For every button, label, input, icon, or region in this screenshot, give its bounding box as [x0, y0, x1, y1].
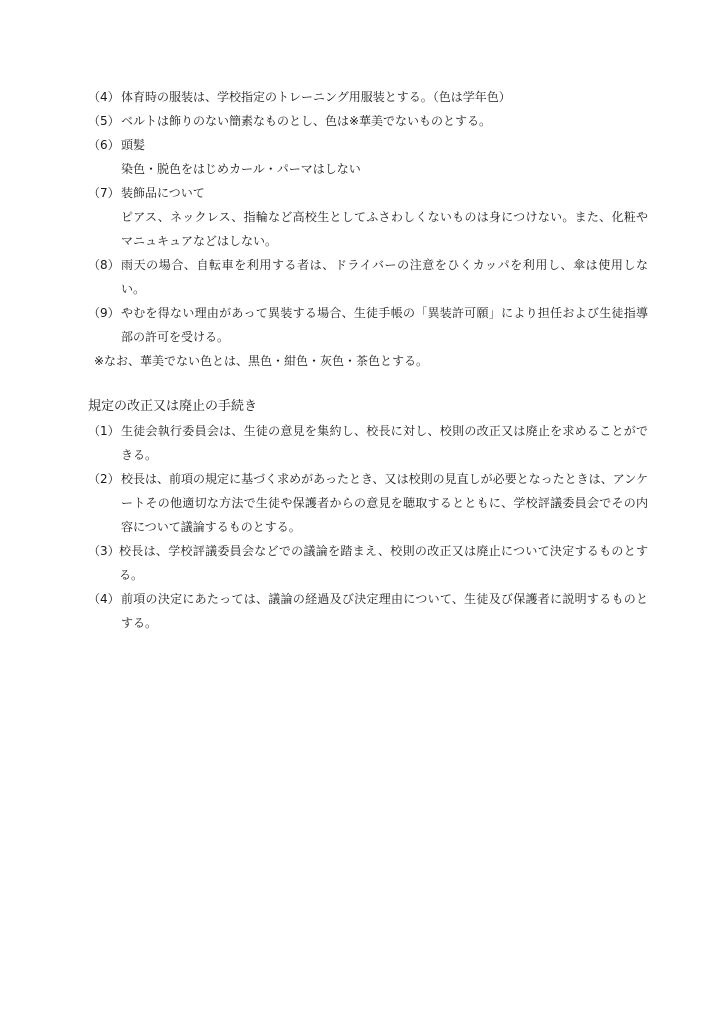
item-text: 校長は、前項の規定に基づく求めがあったとき、又は校則の見直しが必要となったときは、アンケートその他適切な方法で生徒や保護者からの意見を聴取するとともに、学校評議委員会でその内容について議論するものとする。	[121, 472, 648, 534]
item-text: 体育時の服装は、学校指定のトレーニング用服装とする。（色は学年色）	[121, 90, 511, 104]
rule-item-6-detail: 染色・脱色をはじめカール・パーマはしない	[121, 162, 361, 176]
item-number: （2）	[88, 472, 120, 486]
item-text: 校長は、学校評議委員会などでの議論を踏まえ、校則の改正又は廃止について決定するものとする。	[119, 544, 648, 582]
item-text: ベルトは飾りのない簡素なものとし、色は※華美でないものとする。	[121, 114, 492, 128]
revision-item-4	[88, 587, 648, 635]
item-number: （8）	[88, 258, 120, 272]
section-title: 規定の改正又は廃止の手続き	[88, 399, 258, 414]
rule-item-5	[88, 109, 648, 133]
rule-item-8	[88, 253, 648, 301]
revision-item-3	[88, 539, 648, 587]
item-number: （4）	[88, 592, 120, 606]
item-text: やむを得ない理由があって異装する場合、生徒手帳の「異装許可願」により担任および生徒指導部の許可を受ける。	[121, 306, 648, 344]
item-number: （1）	[88, 424, 120, 438]
item-text: 前項の決定にあたっては、議論の経過及び決定理由について、生徒及び保護者に説明するものとする。	[121, 592, 648, 630]
revision-item-2	[88, 467, 648, 539]
item-number: （7）	[88, 186, 120, 200]
rule-item-6	[88, 133, 648, 157]
rule-item-4	[88, 85, 648, 109]
rule-item-7	[88, 181, 648, 205]
color-note: ※なお、華美でない色とは、黒色・紺色・灰色・茶色とする。	[94, 354, 429, 368]
rule-item-7-detail: ピアス、ネックレス、指輪など高校生としてふさわしくないものは身につけない。また、化粧やマニュキュアなどはしない。	[121, 210, 648, 248]
revision-item-1	[88, 419, 648, 467]
item-number: （9）	[88, 306, 120, 320]
item-number: （3）	[88, 544, 120, 558]
item-text: 雨天の場合、自転車を利用する者は、ドライバーの注意をひくカッパを利用し、傘は使用しない。	[121, 258, 648, 296]
item-text: 頭髪	[121, 138, 146, 152]
item-number: （5）	[88, 114, 120, 128]
document-body	[88, 85, 648, 635]
rule-item-9	[88, 301, 648, 349]
item-number: （4）	[88, 90, 120, 104]
item-number: （6）	[88, 138, 120, 152]
item-text: 生徒会執行委員会は、生徒の意見を集約し、校長に対し、校則の改正又は廃止を求めることができる。	[121, 424, 648, 462]
item-text: 装飾品について	[121, 186, 205, 200]
